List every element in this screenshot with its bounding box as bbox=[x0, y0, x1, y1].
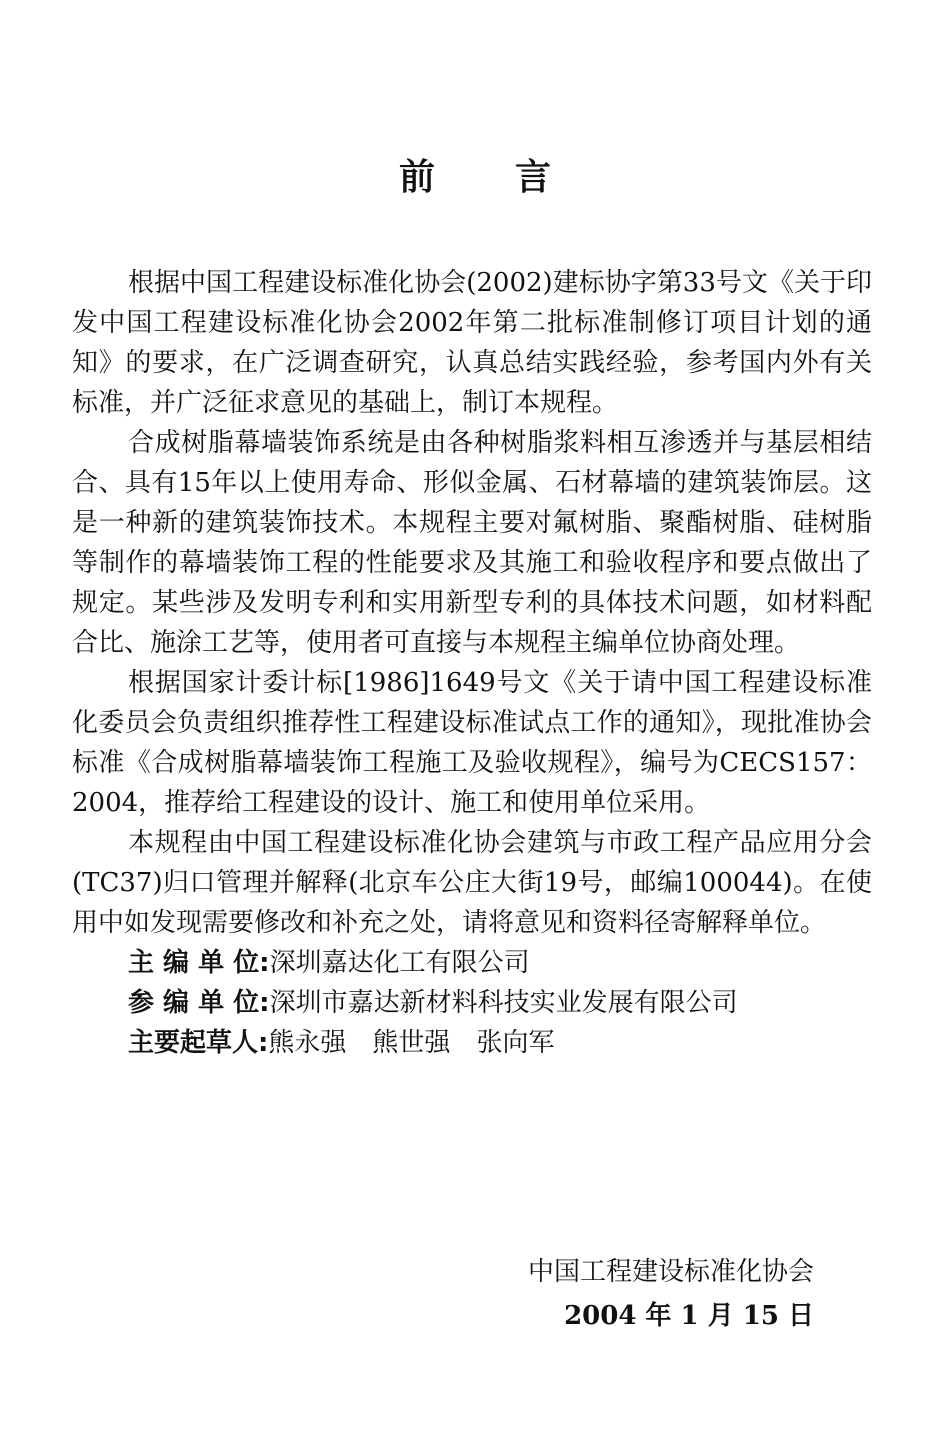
signature-date: 2004 年 1 月 15 日 bbox=[564, 1301, 814, 1331]
main-drafters bbox=[72, 1023, 872, 1063]
title-char-1: 前 bbox=[398, 157, 435, 198]
participating-value: 深圳市嘉达新材料科技实业发展有限公司 bbox=[269, 988, 738, 1018]
participating-unit bbox=[72, 983, 872, 1023]
paragraph-3: 根据国家计委计标[1986]1649号文《关于请中国工程建设标准化委员会负责组织推荐性工程建设标准试点工作的通知》，现批准协会标准《合成树脂幕墙装饰工程施工及验收规程》，编号为CECS157：2004，推荐给工程建设的设计、施工和使用单位采用。 bbox=[72, 668, 872, 818]
chief-editor-label: 主 编 单 位: bbox=[128, 948, 270, 978]
drafter-name: 熊世强 bbox=[372, 1028, 451, 1058]
drafters-label: 主要起草人: bbox=[128, 1028, 269, 1058]
preface-body bbox=[72, 263, 872, 1063]
drafter-name: 熊永强 bbox=[268, 1028, 347, 1058]
paragraph-2: 合成树脂幕墙装饰系统是由各种树脂浆料相互渗透并与基层相结合、具有15年以上使用寿命、形似金属、石材幕墙的建筑装饰层。这是一种新的建筑装饰技术。本规程主要对氟树脂、聚酯树脂、硅树脂等制作的幕墙装饰工程的性能要求及其施工和验收程序和要点做出了规定。某些涉及发明专利和实用新型专利的具体技术问题，如材料配合比、施涂工艺等，使用者可直接与本规程主编单位协商处理。 bbox=[72, 428, 872, 658]
chief-editor-unit bbox=[72, 943, 872, 983]
chief-editor-value: 深圳嘉达化工有限公司 bbox=[269, 948, 530, 978]
drafter-name: 张向军 bbox=[476, 1028, 555, 1058]
signature-organization: 中国工程建设标准化协会 bbox=[527, 1257, 814, 1287]
paragraph-4: 本规程由中国工程建设标准化协会建筑与市政工程产品应用分会(TC37)归口管理并解释(北京车公庄大街19号，邮编100044)。在使用中如发现需要修改和补充之处，请将意见和资料径寄解释单位。 bbox=[72, 828, 872, 938]
paragraph-1: 根据中国工程建设标准化协会(2002)建标协字第33号文《关于印发中国工程建设标准化协会2002年第二批标准制修订项目计划的通知》的要求，在广泛调查研究，认真总结实践经验，参考国内外有关标准，并广泛征求意见的基础上，制订本规程。 bbox=[72, 268, 872, 418]
participating-label: 参 编 单 位: bbox=[128, 988, 270, 1018]
page-title bbox=[0, 150, 950, 206]
title-char-2: 言 bbox=[515, 157, 552, 198]
